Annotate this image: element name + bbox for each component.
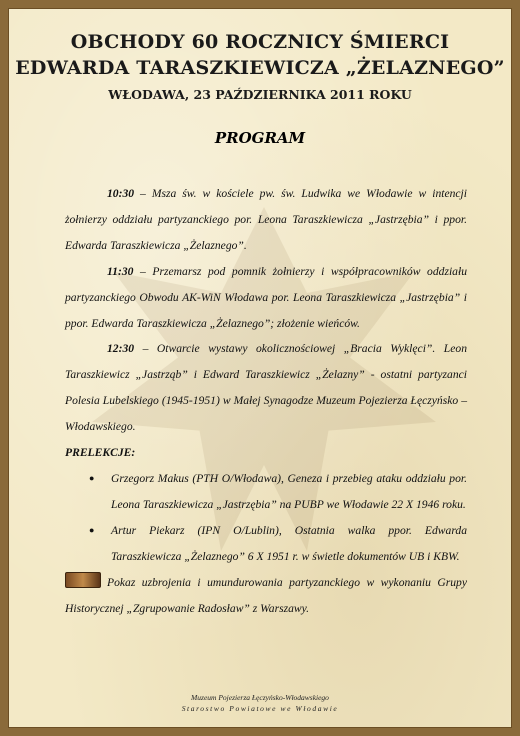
event-description: – Przemarsz pod pomnik żołnierzy i współpracowników oddziału partyzanckiego Obwodu AK-WiN Włodawa por. Leona Taraszkiewicza „Jastrzębia” i ppor. Edwarda Taraszkiewicza „Żelaznego”; złożenie wieńców. <box>65 264 467 330</box>
event-item <box>65 259 467 337</box>
show-description: Pokaz uzbrojenia i umundurowania partyzanckiego w wykonaniu Grupy Historycznej „Zgrupowanie Radosław” z Warszawy. <box>65 575 467 615</box>
event-time: 12:30 <box>107 342 135 356</box>
organizer-museum: Muzeum Pojezierza Łęczyńsko-Włodawskiego <box>191 693 329 702</box>
title-line-2: EDWARDA TARASZKIEWICZA „ŻELAZNEGO” <box>15 57 505 79</box>
show-item <box>65 570 467 622</box>
weapon-emblem-icon <box>65 572 101 588</box>
program-body <box>65 181 467 621</box>
event-description: – Msza św. w kościele pw. św. Ludwika we Włodawie w intencji żołnierzy oddziału partyzanckiego por. Leona Taraszkiewicza „Jastrzębia” i ppor. Edwarda Taraszkiewicza „Żelaznego”. <box>65 187 467 252</box>
title-line-1: OBCHODY 60 ROCZNICY ŚMIERCI <box>70 31 450 53</box>
poster-footer <box>9 692 511 714</box>
event-time: 10:30 <box>107 187 135 200</box>
event-date-place: WŁODAWA, 23 PAŹDZIERNIKA 2011 ROKU <box>108 87 412 102</box>
event-description: – Otwarcie wystawy okolicznościowej „Bracia Wyklęci”. Leon Taraszkiewicz „Jastrząb” i Edward Taraszkiewicz „Żelazny” - ostatni partyzanci Polesia Lubelskiego (1945-1951) w Małej Synagodze Muzeum Pojezierza Łęczyńsko – Włodawskiego. <box>65 342 467 434</box>
organizer-starostwo: Starostwo Powiatowe we Włodawie <box>181 704 339 713</box>
lectures-heading: PRELEKCJE: <box>65 446 136 460</box>
lecture-item: ● Grzegorz Makus (PTH O/Włodawa), Geneza i przebieg ataku oddziału por. Leona Taraszkiewicza „Jastrzębia” na PUBP we Włodawie 22 X 1946 roku. <box>89 466 467 518</box>
event-time: 11:30 <box>107 264 134 278</box>
poster-paper <box>8 8 512 728</box>
event-item <box>65 336 467 440</box>
lectures-list <box>65 466 467 570</box>
lecture-item: ● Artur Piekarz (IPN O/Lublin), Ostatnia walka ppor. Edwarda Taraszkiewicza „Żelaznego” 6 X 1951 r. w świetle dokumentów UB i KBW. <box>89 518 467 570</box>
event-item <box>65 181 467 259</box>
program-heading: PROGRAM <box>214 129 306 147</box>
